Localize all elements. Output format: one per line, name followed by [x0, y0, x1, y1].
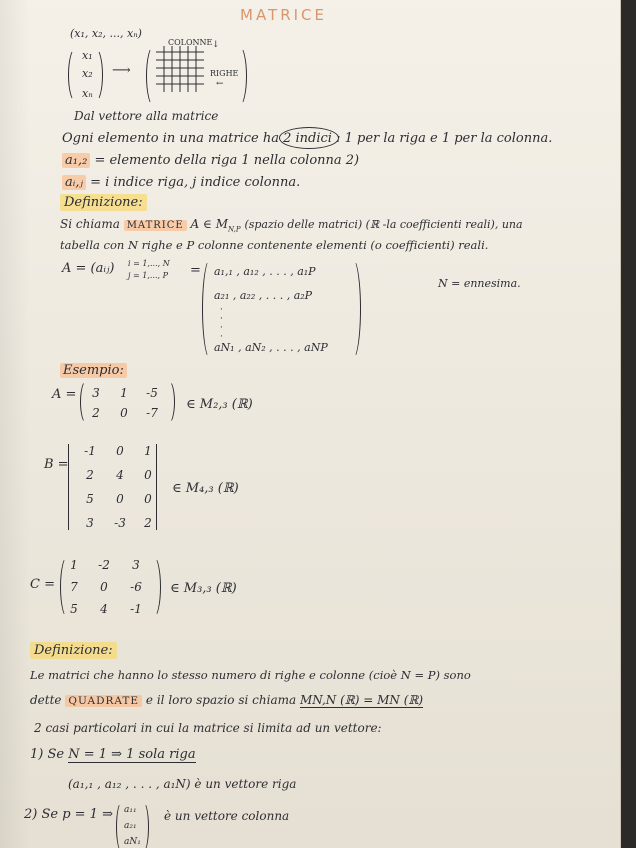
matrix-b-cell: 0: [116, 444, 124, 458]
column-item: a₁₁: [124, 805, 137, 815]
def2-space: MN,N (ℝ) = MN (ℝ): [299, 693, 424, 707]
matrix-a-cell: 3: [92, 386, 100, 400]
index-meaning-line: [62, 176, 300, 189]
element-example-line: [62, 154, 359, 167]
definition-heading-text: Definizione:: [60, 194, 147, 211]
vector-label: (x₁, x₂, ..., xₙ): [70, 27, 142, 40]
matrix-b-cell: 4: [116, 468, 124, 482]
definition-2-heading: [30, 644, 117, 657]
formula-equals: =: [190, 263, 201, 278]
case-1-detail: (a₁,₁ , a₁₂ , . . . , a₁N) è un vettore riga: [68, 777, 297, 791]
highlight-aij: aᵢ,ⱼ: [62, 175, 86, 190]
column-item: aN₁: [124, 837, 141, 847]
matrix-b-cell: 2: [86, 468, 94, 482]
matrix-row-2: a₂₁ , a₂₂ , . . . , a₂P: [214, 289, 313, 302]
vector-right-paren: [88, 48, 103, 102]
def2-line-3: 2 casi particolari in cui la matrice si limita ad un vettore:: [34, 721, 382, 735]
def-subscript: N,P: [228, 225, 241, 234]
vector-item: x₂: [82, 67, 93, 80]
definition-line-1: [60, 218, 523, 233]
case-1-line: [30, 748, 196, 761]
matrix-a-label: A =: [52, 387, 77, 402]
colonne-label: COLONNE: [168, 38, 213, 47]
quadrate-highlight: QUADRATE: [65, 695, 142, 707]
matrice-highlight: MATRICE: [124, 220, 187, 231]
vector-item: x₁: [82, 49, 93, 62]
def-text: Si chiama: [60, 217, 120, 231]
matrix-b-cell: -1: [84, 444, 96, 458]
highlight-a12: a₁,₂: [62, 153, 90, 168]
def2-text-mid: e il loro spazio si chiama: [145, 693, 297, 707]
circle-mark: [279, 127, 339, 149]
column-right-paren: [138, 802, 149, 848]
indices-line: [62, 132, 552, 145]
matrix-b-cell: 0: [144, 492, 152, 506]
intro-caption: Dal vettore alla matrice: [74, 109, 219, 123]
formula-index-i: i = 1,..., N: [128, 259, 170, 268]
matrix-c-cell: 1: [70, 558, 78, 572]
matrix-c-cell: -1: [130, 602, 142, 616]
indices-text-end: : 1 per la riga e 1 per la colonna.: [336, 131, 553, 146]
matrix-b-cell: 5: [86, 492, 94, 506]
matrix-a-cell: 2: [92, 406, 100, 420]
matrix-right-paren: [232, 46, 247, 106]
matrix-c-cell: 7: [70, 580, 78, 594]
case-2-label: 2) Se p = 1 ⇒: [24, 807, 113, 822]
definition-2-heading-text: Definizione:: [30, 642, 117, 659]
matrix-row-1: a₁,₁ , a₁₂ , . . . , a₁P: [214, 265, 316, 278]
arrow-right-icon: ⟶: [112, 63, 131, 78]
def2-line-1: Le matrici che hanno lo stesso numero di righe e colonne (cioè N = P) sono: [30, 668, 471, 682]
grid-sketch-icon: [150, 38, 213, 96]
page-title: MATRICE: [240, 6, 327, 24]
def2-line-2: [30, 694, 423, 707]
matrix-a-space: ∈ M₂,₃ (ℝ): [186, 397, 253, 412]
matrix-b-right-bar: [156, 444, 157, 530]
vector-left-paren: [68, 48, 83, 102]
side-note: N = ennesima.: [438, 277, 521, 290]
element-example-text: = elemento della riga 1 nella colonna 2): [94, 153, 360, 168]
matrix-b-cell: 3: [86, 516, 94, 530]
case-1-condition: N = 1 ⇒ 1 sola riga: [68, 747, 196, 762]
matrix-row-3: aN₁ , aN₂ , . . . , aNP: [214, 341, 328, 354]
matrix-c-cell: -2: [98, 558, 110, 572]
matrix-a-right-paren: [162, 380, 175, 424]
index-meaning-text: = i indice riga, j indice colonna.: [90, 175, 301, 190]
matrix-c-cell: 5: [70, 602, 78, 616]
matrix-c-cell: 0: [100, 580, 108, 594]
matrix-b-space: ∈ M₄,₃ (ℝ): [172, 481, 239, 496]
matrix-c-label: C =: [30, 577, 55, 592]
arrow-left-icon: ←: [216, 79, 224, 89]
example-heading: [60, 364, 127, 377]
column-item: a₂₁: [124, 821, 137, 831]
matrix-b-cell: 0: [144, 468, 152, 482]
matrix-c-cell: 3: [132, 558, 140, 572]
righe-label: RIGHE: [210, 69, 239, 78]
matrix-b-cell: 1: [144, 444, 152, 458]
matrix-b-left-bar: [68, 444, 69, 530]
definition-heading: [60, 196, 147, 209]
matrix-a-cell: 1: [120, 386, 128, 400]
definition-line-2: tabella con N righe e P colonne contenente elementi (o coefficienti) reali.: [60, 238, 489, 252]
matrix-a-cell: -7: [146, 406, 158, 420]
matrix-b-cell: 2: [144, 516, 152, 530]
matrix-c-right-paren: [146, 556, 161, 618]
matrix-b-cell: 0: [116, 492, 124, 506]
matrix-b-label: B =: [44, 457, 69, 472]
matrix-c-cell: -6: [130, 580, 142, 594]
vector-item: xₙ: [82, 87, 93, 100]
matrix-a-cell: -5: [146, 386, 158, 400]
arrow-down-icon: ↓: [212, 40, 220, 50]
matrix-c-space: ∈ M₃,₃ (ℝ): [170, 581, 237, 596]
two-indices-text: 2 indici: [283, 131, 332, 146]
matrix-b-cell: -3: [114, 516, 126, 530]
example-heading-text: Esempio:: [60, 363, 127, 378]
matrix-c-cell: 4: [100, 602, 108, 616]
case-2-detail: è un vettore colonna: [164, 809, 290, 823]
vertical-dots: · · · ·: [220, 305, 223, 342]
formula-lhs: A = (aᵢⱼ): [62, 261, 115, 276]
matrix-a-cell: 0: [120, 406, 128, 420]
def2-text: dette: [30, 693, 62, 707]
big-matrix-right-paren: [344, 258, 361, 360]
def-membership: A ∈ M: [190, 217, 228, 231]
formula-index-j: j = 1,..., P: [128, 271, 168, 280]
def-text-rest: (spazio delle matrici) (ℝ -la coefficienti reali), una: [244, 218, 523, 231]
case-1-label: 1) Se: [30, 747, 65, 762]
indices-text: Ogni elemento in una matrice ha: [62, 131, 279, 146]
